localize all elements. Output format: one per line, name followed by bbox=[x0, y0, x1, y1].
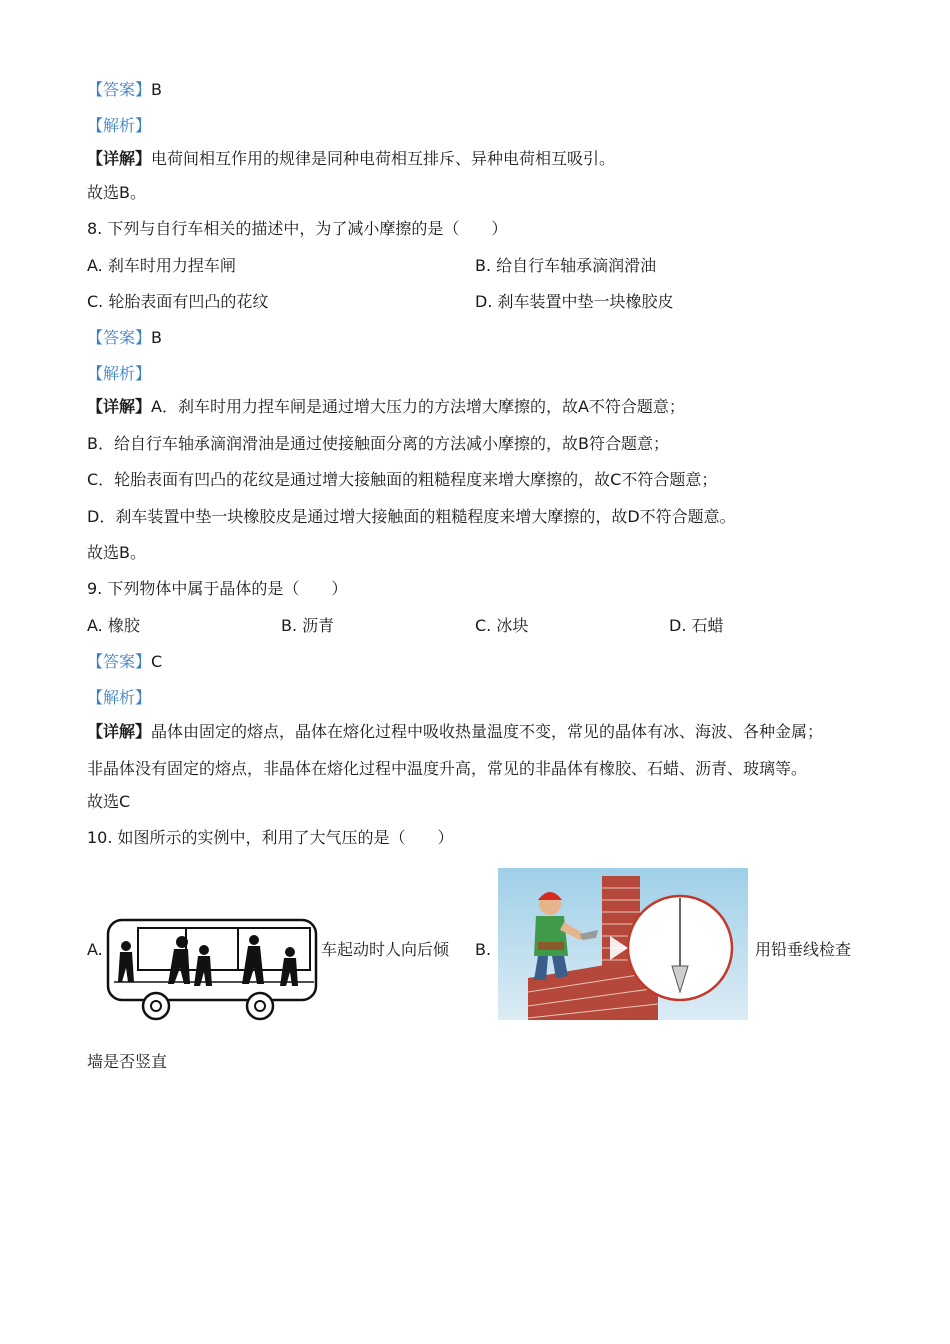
q7-conclusion: 故选B。 bbox=[87, 183, 146, 202]
q8-question: 8. 下列与自行车相关的描述中，为了减小摩擦的是（ ） bbox=[87, 219, 508, 238]
q10-question: 10. 如图所示的实例中，利用了大气压的是（ ） bbox=[87, 828, 454, 847]
q8-answer-tag: 【答案】 bbox=[87, 328, 152, 347]
q10-option-a-label: A. bbox=[87, 940, 103, 959]
q8-answer-line bbox=[87, 327, 162, 349]
q8-detail-a-line bbox=[87, 396, 685, 418]
q9-option-c: C. 冰块 bbox=[475, 616, 529, 635]
q9-option-b: B. 沥青 bbox=[281, 616, 335, 635]
q9-detail-line bbox=[87, 721, 823, 743]
q10-option-b-cont: 墙是否竖直 bbox=[87, 1052, 168, 1071]
q8-option-c: C. 轮胎表面有凹凸的花纹 bbox=[87, 292, 269, 311]
q7-detail-tag: 【详解】 bbox=[87, 149, 152, 168]
q8-detail-tag: 【详解】 bbox=[87, 397, 152, 416]
q8-conclusion: 故选B。 bbox=[87, 543, 146, 562]
q7-detail-line bbox=[87, 148, 615, 170]
bricklayer-figure bbox=[498, 868, 748, 1020]
q8-option-a: A. 刹车时用力捏车闸 bbox=[87, 256, 236, 275]
q9-option-a: A. 橡胶 bbox=[87, 616, 140, 635]
q8-option-b: B. 给自行车轴承滴润滑油 bbox=[475, 256, 657, 275]
q7-answer-tag: 【答案】 bbox=[87, 80, 152, 99]
bus-figure bbox=[104, 912, 320, 1024]
q8-detail-c: C．轮胎表面有凹凸的花纹是通过增大接触面的粗糙程度来增大摩擦的，故C不符合题意； bbox=[87, 470, 718, 489]
q7-detail: 电荷间相互作用的规律是同种电荷相互排斥、异种电荷相互吸引。 bbox=[151, 149, 616, 168]
q8-answer: B bbox=[151, 328, 162, 347]
q9-detail-tag: 【详解】 bbox=[87, 722, 152, 741]
q10-option-a-text: 车起动时人向后倾 bbox=[321, 940, 450, 959]
q9-detail-2: 非晶体没有固定的熔点，非晶体在熔化过程中温度升高，常见的非晶体有橡胶、石蜡、沥青、玻璃等。 bbox=[87, 759, 808, 778]
q9-answer-line bbox=[87, 651, 162, 673]
q8-analysis-tag: 【解析】 bbox=[87, 364, 152, 383]
q9-conclusion: 故选C bbox=[87, 792, 131, 811]
q8-detail-d: D．刹车装置中垫一块橡胶皮是通过增大接触面的粗糙程度来增大摩擦的，故D不符合题意。 bbox=[87, 507, 736, 526]
q9-analysis-tag: 【解析】 bbox=[87, 688, 152, 707]
q9-detail-1: 晶体由固定的熔点，晶体在熔化过程中吸收热量温度不变，常见的晶体有冰、海波、各种金属； bbox=[151, 722, 824, 741]
q8-detail-a: A．刹车时用力捏车闸是通过增大压力的方法增大摩擦的，故A不符合题意； bbox=[151, 397, 685, 416]
q7-answer-line bbox=[87, 79, 162, 101]
q8-option-d: D. 刹车装置中垫一块橡胶皮 bbox=[475, 292, 674, 311]
q7-answer: B bbox=[151, 80, 162, 99]
q9-answer-tag: 【答案】 bbox=[87, 652, 152, 671]
q10-option-b-text: 用铅垂线检查 bbox=[755, 940, 852, 959]
q9-answer: C bbox=[151, 652, 163, 671]
q10-option-b-label: B. bbox=[475, 940, 492, 959]
q7-analysis-tag: 【解析】 bbox=[87, 116, 152, 135]
q8-detail-b: B．给自行车轴承滴润滑油是通过使接触面分离的方法减小摩擦的，故B符合题意； bbox=[87, 434, 669, 453]
q9-question: 9. 下列物体中属于晶体的是（ ） bbox=[87, 579, 348, 598]
q9-option-d: D. 石蜡 bbox=[669, 616, 724, 635]
